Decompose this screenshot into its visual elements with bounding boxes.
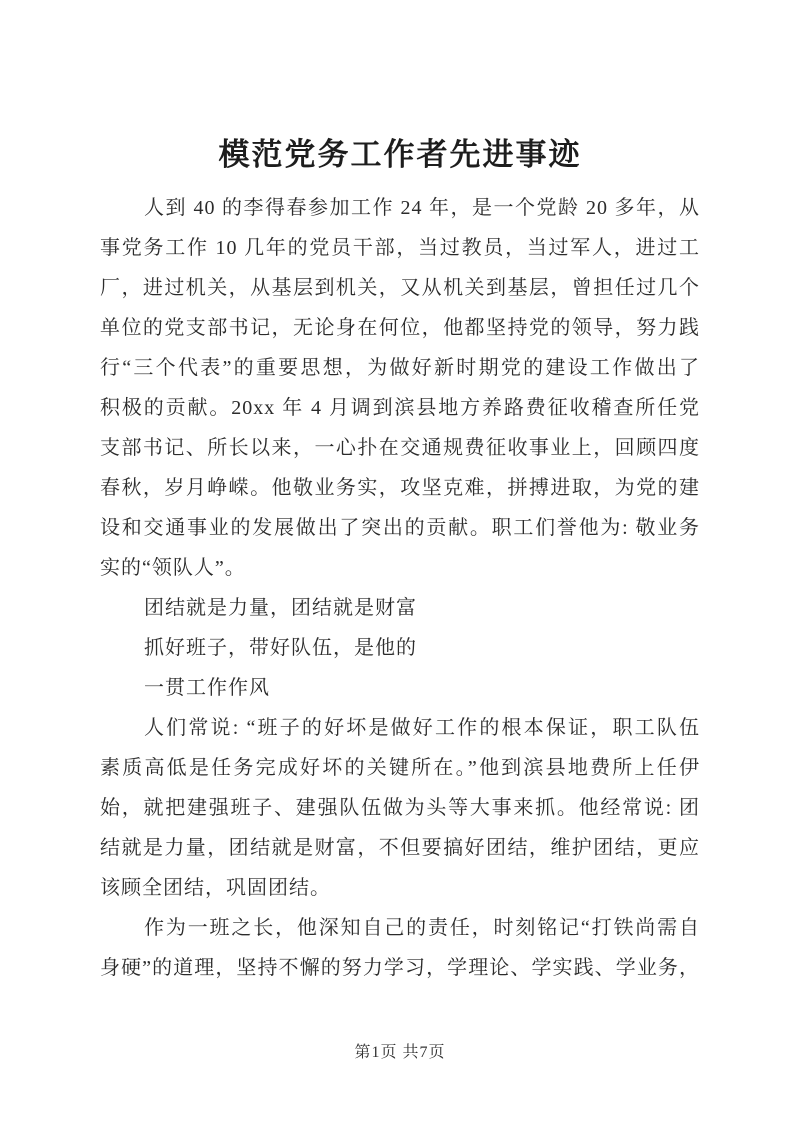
text-line: 积极的贡献。20xx 年 4 月调到滨县地方养路费征收稽查所任党 [100, 397, 700, 419]
text-line: 设和交通事业的发展做出了突出的贡献。职工们誉他为: 敬业务 [100, 517, 700, 539]
text-line: 团结就是力量，团结就是财富 [144, 597, 417, 619]
text-line: 作为一班之长，他深知自己的责任，时刻铭记“打铁尚需自 [144, 917, 700, 939]
text-line: 事党务工作 10 几年的党员干部，当过教员，当过军人，进过工 [100, 237, 700, 259]
text-line: 该顾全团结，巩固团结。 [100, 877, 331, 899]
text-line: 始，就把建强班子、建强队伍做为头等大事来抓。他经常说: 团 [100, 797, 700, 819]
document-body [100, 188, 700, 988]
text-line: 单位的党支部书记，无论身在何位，他都坚持党的领导，努力践 [100, 317, 700, 339]
text-line: 人到 40 的李得春参加工作 24 年，是一个党龄 20 多年，从 [144, 197, 700, 219]
document-title: 模范党务工作者先进事迹 [218, 137, 582, 172]
text-line: 行“三个代表”的重要思想，为做好新时期党的建设工作做出了 [100, 357, 700, 379]
text-line: 支部书记、所长以来，一心扑在交通规费征收事业上，回顾四度 [100, 437, 700, 459]
text-line: 一贯工作作风 [144, 677, 270, 699]
text-line: 抓好班子，带好队伍，是他的 [144, 637, 417, 659]
text-line: 人们常说: “班子的好坏是做好工作的根本保证，职工队伍 [144, 717, 700, 739]
text-line: 身硬”的道理，坚持不懈的努力学习，学理论、学实践、学业务， [100, 957, 700, 979]
text-line: 素质高低是任务完成好坏的关键所在。”他到滨县地费所上任伊 [100, 757, 700, 779]
text-line: 实的“领队人”。 [100, 557, 246, 579]
page-footer [0, 1042, 800, 1064]
text-line: 结就是力量，团结就是财富，不但要搞好团结，维护团结，更应 [100, 837, 700, 859]
page-number-label: 第1页 共7页 [354, 1044, 446, 1061]
text-line: 厂，进过机关，从基层到机关，又从机关到基层，曾担任过几个 [100, 277, 700, 299]
text-line: 春秋，岁月峥嵘。他敬业务实，攻坚克难，拼搏进取，为党的建 [100, 477, 700, 499]
